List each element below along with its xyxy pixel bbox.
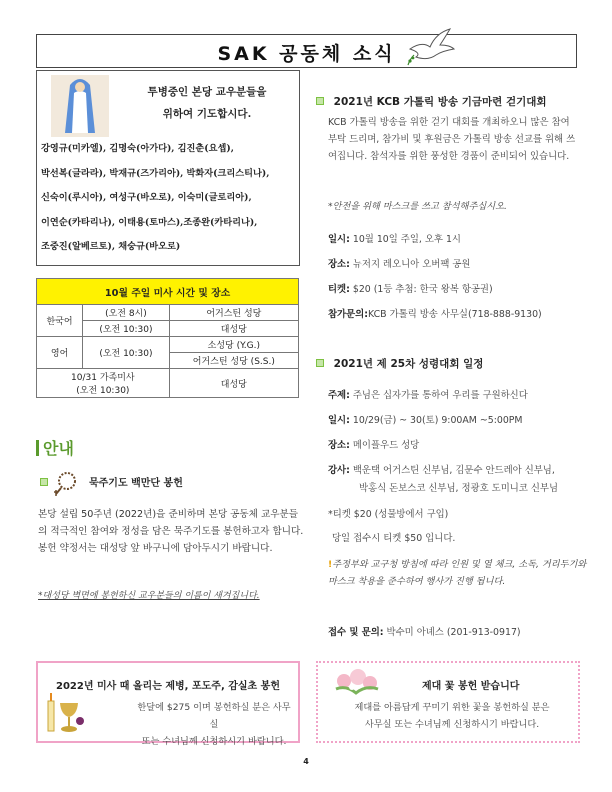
revival-warning-text: 주정부와 교구청 방침에 따라 인원 및 열 체크, 소독, 거리두기와 마스크 착용을 준수하여 행사가 진행 됩니다. — [328, 559, 587, 587]
field-value: 백운택 어거스틴 신부님, 김문수 안드레아 신부님, — [349, 465, 555, 476]
prayer-names-line: 강영규(미카엘), 김명숙(아가다), 김진춘(요셉), — [41, 143, 234, 154]
revival-place — [328, 437, 419, 451]
flower-bouquet-icon — [332, 667, 382, 701]
offering-body-line: 한달에 $275 이며 봉헌하실 분은 사무실 — [137, 702, 291, 730]
revival-ticket: *티켓 $20 (성물방에서 구입) — [328, 509, 449, 520]
rosary-icon — [52, 470, 82, 496]
dove-icon — [406, 27, 456, 67]
field-label: 티켓: — [328, 284, 350, 295]
prayer-intro — [117, 81, 297, 125]
prayer-names-line: 신숙이(루시아), 여성구(바오로), 이숙미(글로리아), — [41, 192, 252, 204]
field-label: 강사: — [328, 465, 350, 476]
bullet-square-icon — [316, 359, 324, 367]
mass-language-english: 영어 — [37, 337, 83, 369]
flower-body-line: 사무실 또는 수녀님께 신청하시기 바랍니다. — [364, 719, 540, 730]
prayer-request-box — [36, 70, 300, 266]
mass-place: 어거스틴 성당 (S.S.) — [169, 353, 298, 369]
mass-place: 대성당 — [169, 321, 298, 337]
field-value: 메이플우드 성당 — [349, 440, 420, 451]
walkathon-body: KCB 가톨릭 방송을 위한 걷기 대회를 개최하오니 많은 참여 부탁 드리며, 참가비 및 후원금은 가톨릭 방송 선교를 위해 쓰여집니다. 참석자를 위한 풍성한 경품이 준비되어 있습니다. — [328, 117, 576, 162]
field-value: 10/29(금) ~ 30(토) 9:00AM ~5:00PM — [349, 415, 523, 426]
revival-theme — [328, 387, 528, 401]
rosary-note: *대성당 벽면에 봉헌하신 교우분들의 이름이 새겨집니다. — [38, 591, 260, 601]
prayer-names-line: 박선복(글라라), 박재규(즈가리아), 박화자(크리스티나), — [41, 167, 270, 179]
notice-heading-text: 안내 — [43, 439, 74, 458]
walkathon-heading — [316, 94, 547, 109]
mass-time: (오전 10:30) — [83, 321, 169, 337]
field-value: 뉴저지 레오니아 오버팩 공원 — [349, 259, 471, 270]
page-title: SAK 공동체 소식 — [217, 43, 396, 65]
walkathon-inquiry — [328, 306, 542, 320]
field-label: 장소: — [328, 440, 350, 451]
mass-language-korean: 한국어 — [37, 305, 83, 337]
offering-body — [134, 699, 294, 750]
walkathon-ticket — [328, 281, 493, 295]
flower-offering-body — [328, 699, 576, 733]
flower-offering-box — [316, 661, 580, 743]
revival-ticket-onsite: 당일 접수시 티켓 $50 입니다. — [332, 533, 456, 544]
prayer-names-line: 조중진(알베르토), 채숭규(바오로) — [41, 241, 181, 253]
walkathon-title: 2021년 KCB 가톨릭 방송 기금마련 걷기대회 — [333, 96, 547, 108]
revival-speakers — [328, 462, 555, 476]
bullet-square-icon — [40, 478, 48, 486]
notice-heading — [36, 436, 74, 459]
revival-heading — [316, 356, 483, 371]
field-value: 주님은 십자가를 통하여 우리를 구원하신다 — [349, 390, 528, 401]
rosary-paragraph: 봉헌 약정서는 대성당 앞 바구니에 담아두시기 바랍니다. — [38, 543, 273, 554]
offering-box — [36, 661, 300, 747]
virgin-mary-icon — [51, 75, 109, 137]
field-label: 장소: — [328, 259, 350, 270]
mass-family-label — [37, 369, 170, 398]
walkathon-date — [328, 231, 461, 245]
revival-warning — [328, 556, 588, 590]
bullet-square-icon — [316, 97, 324, 105]
mass-time: (오전 10:30) — [83, 337, 169, 369]
field-value: KCB 가톨릭 방송 사무실(718-888-9130) — [367, 309, 542, 320]
field-value: 박수미 아녜스 (201-913-0917) — [383, 627, 521, 638]
mass-place: 대성당 — [169, 369, 298, 398]
field-label: 참가문의: — [328, 309, 368, 320]
revival-date — [328, 412, 523, 426]
prayer-intro-line: 투병중인 본당 교우분들을 — [147, 86, 267, 98]
offering-body-line: 또는 수녀님께 신청하시기 바랍니다. — [141, 736, 287, 747]
mass-table-title: 10월 주일 미사 시간 및 장소 — [37, 279, 299, 305]
flower-offering-title: 제대 꽃 봉헌 받습니다 — [422, 681, 520, 692]
field-value: $20 (1등 추첨: 한국 왕복 항공권) — [349, 284, 493, 295]
mass-schedule-table — [36, 278, 299, 398]
rosary-title: 묵주기도 백만단 봉헌 — [88, 478, 183, 489]
revival-speakers-cont: 박홍식 돈보스코 신부님, 정광호 도미니코 신부님 — [359, 483, 559, 494]
mass-family-label-line: (오전 10:30) — [76, 386, 130, 396]
rosary-paragraph: 본당 설립 50주년 (2022년)을 준비하며 본당 공동체 교우분들의 적극적인 참여와 정성을 담은 묵주기도를 봉헌하고자 합니다. — [38, 509, 304, 537]
prayer-intro-line: 위하여 기도합시다. — [162, 108, 252, 120]
field-label: 주제: — [328, 390, 350, 401]
field-label: 접수 및 문의: — [328, 627, 384, 638]
page-number: 4 — [303, 757, 309, 766]
header-banner — [36, 34, 577, 68]
flower-body-line: 제대를 아름답게 꾸미기 위한 꽃을 봉헌하실 분은 — [354, 702, 550, 713]
heading-bar — [36, 440, 39, 456]
chalice-icon — [46, 691, 86, 735]
prayer-names-line: 이연순(카타리나), 이태용(토마스),조종완(카타리나), — [41, 216, 258, 228]
revival-title: 2021년 제 25차 성령대회 일정 — [333, 358, 484, 370]
mass-place: 소성당 (Y.G.) — [169, 337, 298, 353]
mass-family-label-line: 10/31 가족미사 — [71, 373, 135, 383]
field-label: 일시: — [328, 234, 350, 245]
offering-title: 2022년 미사 때 올리는 제병, 포도주, 감실초 봉헌 — [55, 681, 281, 692]
walkathon-note: *안전을 위해 마스크를 쓰고 참석해주십시오. — [328, 201, 507, 212]
rosary-body — [38, 506, 304, 557]
prayer-names-list — [41, 137, 297, 260]
revival-contact — [328, 624, 521, 638]
walkathon-place — [328, 256, 470, 270]
mass-time: (오전 8시) — [83, 305, 169, 321]
field-label: 일시: — [328, 415, 350, 426]
warning-mark: ! — [328, 559, 333, 570]
mass-place: 어거스틴 성당 — [169, 305, 298, 321]
field-value: 10월 10일 주일, 오후 1시 — [349, 234, 461, 245]
